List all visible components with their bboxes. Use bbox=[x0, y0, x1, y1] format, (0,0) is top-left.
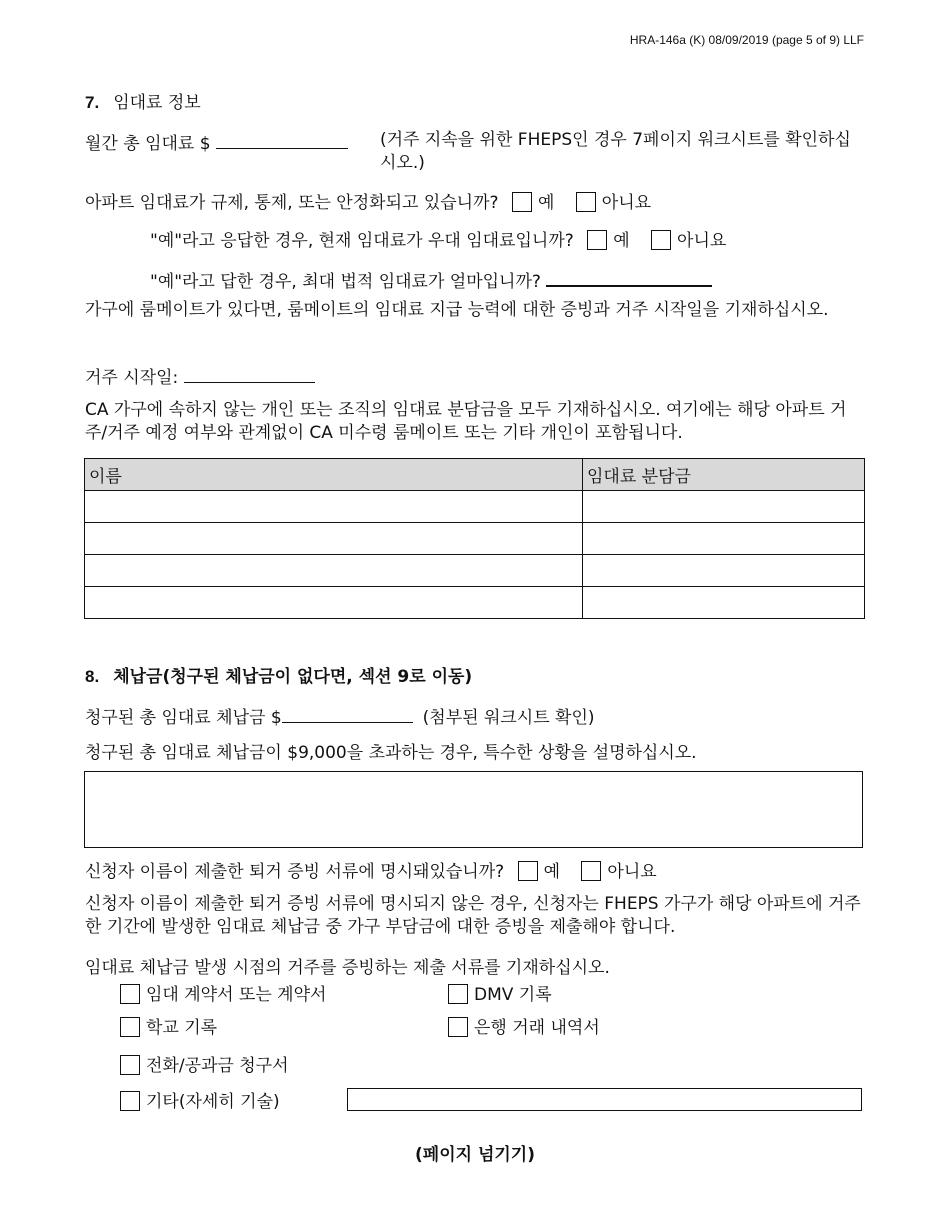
section-7-title: 임대료 정보 bbox=[113, 93, 201, 113]
doc-utility-checkbox[interactable] bbox=[120, 1055, 140, 1075]
name-cell[interactable] bbox=[85, 555, 583, 587]
doc-bank-option bbox=[440, 1013, 600, 1038]
monthly-rent-field[interactable] bbox=[216, 132, 348, 149]
doc-dmv-option bbox=[440, 980, 552, 1005]
share-cell[interactable] bbox=[583, 555, 865, 587]
col-name-header: 이름 bbox=[85, 459, 583, 491]
doc-dmv-checkbox[interactable] bbox=[448, 984, 468, 1004]
share-cell[interactable] bbox=[583, 587, 865, 619]
not-named-text: 신청자 이름이 제출한 퇴거 증빙 서류에 명시되지 않은 경우, 신청자는 FHEPS 가구가 해당 아파트에 거주한 기간에 발생한 임대료 체납금 중 가구 부담금에 대한 증빙을 제출해야 합니다. bbox=[85, 894, 861, 937]
doc-other-checkbox[interactable] bbox=[120, 1091, 140, 1111]
doc-other-option bbox=[112, 1087, 280, 1112]
section-8-title: 체납금(청구된 체납금이 없다면, 섹션 9로 이동) bbox=[113, 667, 473, 687]
section-7-heading bbox=[85, 88, 201, 113]
exceed-text: 청구된 총 임대료 체납금이 $9,000을 초과하는 경우, 특수한 상황을 설명하십시오. bbox=[85, 743, 697, 763]
col-share-header: 임대료 분담금 bbox=[583, 459, 865, 491]
preferential-yes-label: 예 bbox=[613, 231, 630, 251]
arrears-label: 청구된 총 임대료 체납금 $ bbox=[85, 708, 282, 728]
regulated-yes-checkbox[interactable] bbox=[512, 192, 532, 212]
named-row bbox=[85, 857, 657, 882]
section-8-number: 8. bbox=[85, 667, 100, 686]
form-id-header: HRA-146a (K) 08/09/2019 (page 5 of 9) LLF bbox=[629, 33, 864, 47]
contributions-text: CA 가구에 속하지 않는 개인 또는 조직의 임대료 분담금을 모두 기재하십시오. 여기에는 해당 아파트 거주/거주 예정 여부와 관계없이 CA 미수령 룸메이트 또는 기타 개인이 포함됩니다. bbox=[85, 400, 847, 443]
table-row bbox=[85, 555, 865, 587]
doc-lease-checkbox[interactable] bbox=[120, 984, 140, 1004]
rent-contribution-table bbox=[84, 458, 865, 619]
doc-school-option bbox=[112, 1013, 217, 1038]
doc-school-label: 학교 기록 bbox=[146, 1018, 218, 1038]
legal-max-field[interactable] bbox=[546, 269, 712, 287]
name-cell[interactable] bbox=[85, 587, 583, 619]
doc-utility-label: 전화/공과금 청구서 bbox=[146, 1056, 289, 1076]
named-no-checkbox[interactable] bbox=[581, 861, 601, 881]
start-date-field[interactable] bbox=[184, 366, 315, 383]
regulated-row bbox=[85, 188, 651, 213]
start-date-row bbox=[85, 363, 315, 388]
docs-prompt: 임대료 체납금 발생 시점의 거주를 증빙하는 제출 서류를 기재하십시오. bbox=[85, 958, 610, 978]
monthly-rent-row bbox=[85, 129, 348, 154]
preferential-yes-checkbox[interactable] bbox=[587, 230, 607, 250]
doc-lease-option bbox=[112, 980, 326, 1005]
roommate-text: 가구에 룸메이트가 있다면, 룸메이트의 임대료 지급 능력에 대한 증빙과 거주 시작일을 기재하십시오. bbox=[85, 300, 829, 320]
legal-max-question: "예"라고 답한 경우, 최대 법적 임대료가 얼마입니까? bbox=[150, 272, 541, 292]
named-no-label: 아니요 bbox=[607, 862, 657, 882]
start-date-label: 거주 시작일: bbox=[85, 368, 179, 388]
arrears-row bbox=[85, 703, 595, 728]
monthly-rent-label: 월간 총 임대료 $ bbox=[85, 134, 211, 154]
doc-bank-label: 은행 거래 내역서 bbox=[474, 1018, 600, 1038]
regulated-no-label: 아니요 bbox=[601, 193, 652, 213]
monthly-rent-note: (거주 지속을 위한 FHEPS인 경우 7페이지 워크시트를 확인하십시오.) bbox=[380, 130, 851, 173]
table-row bbox=[85, 587, 865, 619]
regulated-yes-label: 예 bbox=[537, 193, 555, 213]
preferential-question: "예"라고 응답한 경우, 현재 임대료가 우대 임대료입니까? bbox=[150, 231, 574, 251]
doc-school-checkbox[interactable] bbox=[120, 1017, 140, 1037]
regulated-question: 아파트 임대료가 규제, 통제, 또는 안정화되고 있습니까? bbox=[85, 193, 499, 213]
preferential-row bbox=[150, 226, 726, 251]
doc-utility-option bbox=[112, 1051, 289, 1076]
doc-lease-label: 임대 계약서 또는 계약서 bbox=[146, 985, 327, 1005]
special-circumstances-box[interactable] bbox=[84, 771, 863, 848]
section-7-number: 7. bbox=[85, 93, 100, 112]
named-yes-label: 예 bbox=[543, 862, 560, 882]
page-continue-footer: (페이지 넘기기) bbox=[415, 1145, 535, 1165]
preferential-no-label: 아니요 bbox=[677, 231, 727, 251]
doc-other-field[interactable] bbox=[347, 1088, 862, 1111]
named-yes-checkbox[interactable] bbox=[518, 861, 538, 881]
doc-dmv-label: DMV 기록 bbox=[474, 985, 552, 1005]
share-cell[interactable] bbox=[583, 491, 865, 523]
arrears-field[interactable] bbox=[282, 706, 413, 723]
table-header-row bbox=[85, 459, 865, 491]
doc-other-label: 기타(자세히 기술) bbox=[146, 1092, 280, 1112]
section-8-heading bbox=[85, 662, 472, 687]
name-cell[interactable] bbox=[85, 523, 583, 555]
doc-bank-checkbox[interactable] bbox=[448, 1017, 468, 1037]
name-cell[interactable] bbox=[85, 491, 583, 523]
legal-max-row bbox=[150, 267, 712, 292]
table-row bbox=[85, 523, 865, 555]
regulated-no-checkbox[interactable] bbox=[576, 192, 596, 212]
preferential-no-checkbox[interactable] bbox=[651, 230, 671, 250]
share-cell[interactable] bbox=[583, 523, 865, 555]
arrears-note: (첨부된 워크시트 확인) bbox=[422, 708, 595, 728]
table-row bbox=[85, 491, 865, 523]
named-question: 신청자 이름이 제출한 퇴거 증빙 서류에 명시돼있습니까? bbox=[85, 862, 505, 882]
